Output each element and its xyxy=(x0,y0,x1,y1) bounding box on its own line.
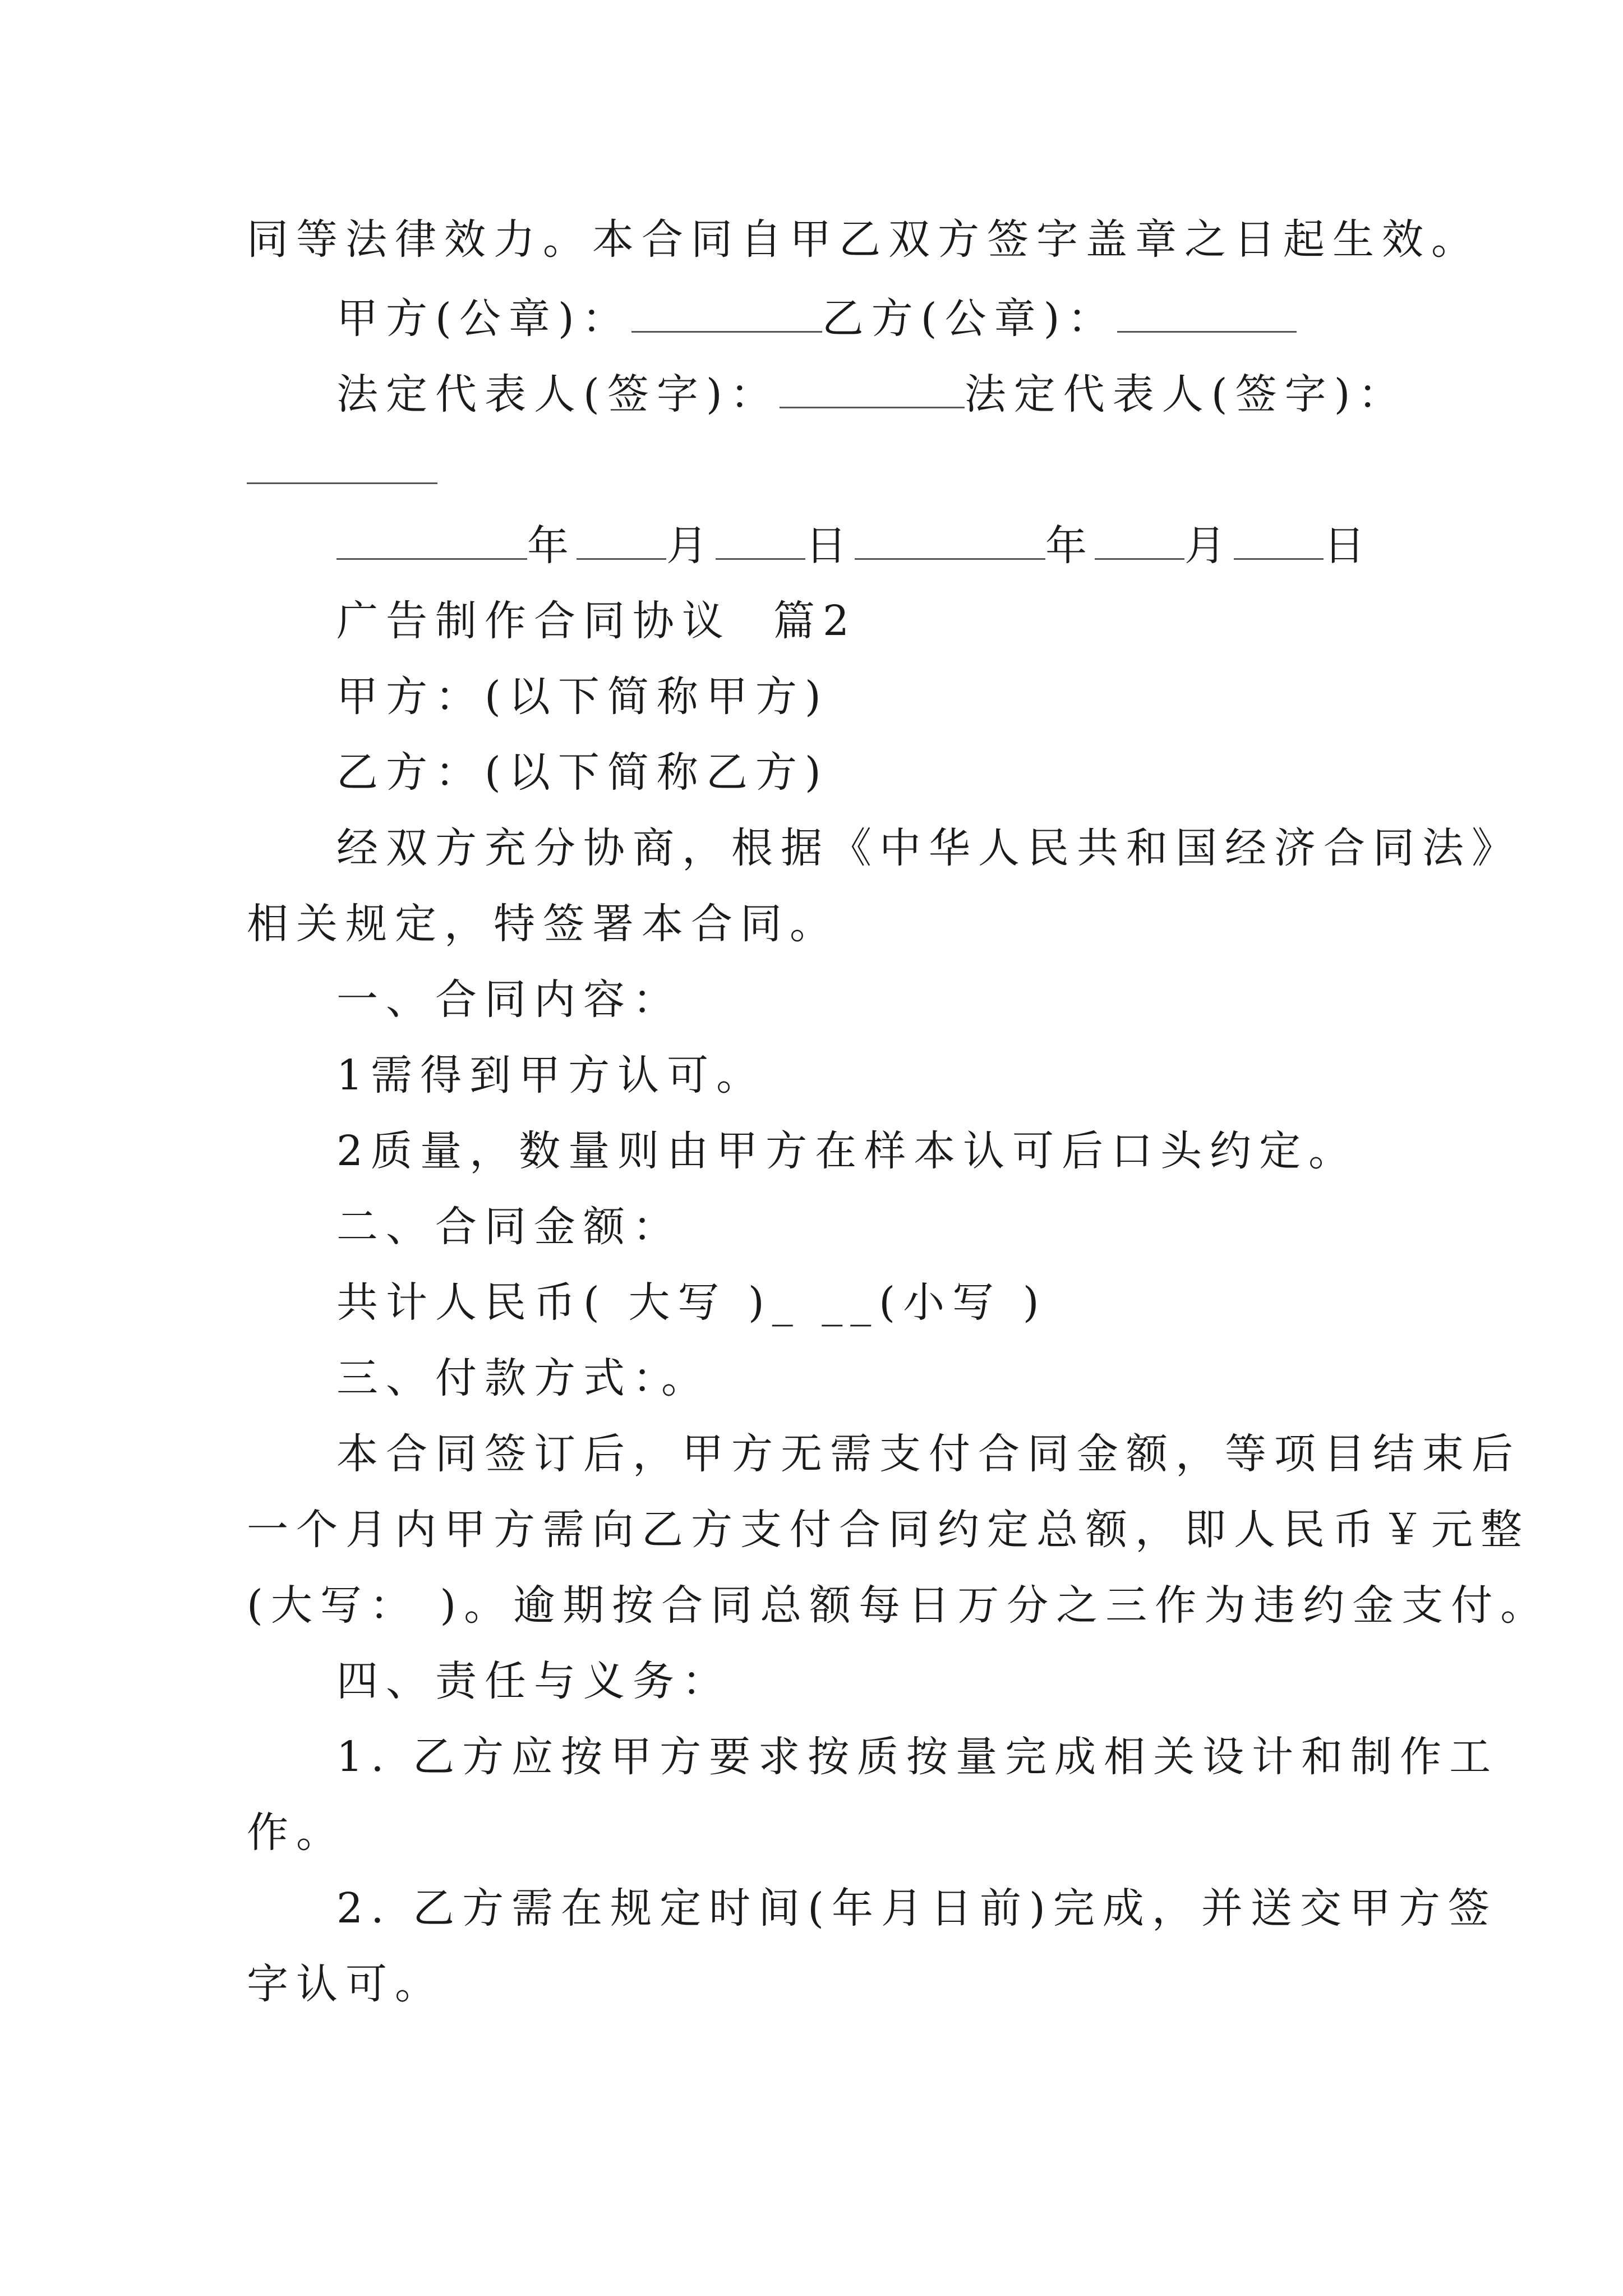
legal-rep-b-label: 法定代表人(签字)： xyxy=(964,370,1408,418)
duty-1-line-2: 作。 xyxy=(247,1809,345,1857)
party-a-line: 甲方：(以下简称甲方) xyxy=(336,673,829,721)
year-b-label: 年 xyxy=(1045,522,1095,570)
day-a-blank xyxy=(716,524,805,560)
heading-payment-method: 三、付款方式：。 xyxy=(336,1354,711,1402)
heading-contract-amount: 二、合同金额： xyxy=(336,1203,682,1251)
day-b-label: 日 xyxy=(1324,522,1373,570)
preamble-line-2: 相关规定，特签署本合同。 xyxy=(247,900,839,948)
month-b-label: 月 xyxy=(1184,522,1234,570)
month-a-label: 月 xyxy=(666,522,716,570)
payment-line-1: 本合同签订后，甲方无需支付合同金额，等项目结束后 xyxy=(336,1430,1521,1478)
preamble-line-1: 经双方充分协商，根据《中华人民共和国经济合同法》 xyxy=(336,824,1521,872)
legal-rep-b-blank xyxy=(247,449,437,484)
duty-2-line-1: 2. 乙方需在规定时间(年月日前)完成，并送交甲方签 xyxy=(336,1884,1497,1932)
heading-responsibilities: 四、责任与义务： xyxy=(336,1657,731,1705)
duty-2-line-2: 字认可。 xyxy=(247,1960,444,2008)
date-line xyxy=(336,522,1373,570)
amount-line: 共计人民币( 大写 )_ __(小写 ) xyxy=(336,1278,1047,1327)
legal-rep-a-blank xyxy=(780,373,965,408)
party-b-seal-label: 乙方(公章)： xyxy=(822,295,1117,343)
year-a-label: 年 xyxy=(527,522,577,570)
content-item-1: 1需得到甲方认可。 xyxy=(336,1051,766,1099)
section-title: 广告制作合同协议 篇2 xyxy=(336,597,857,645)
legal-rep-line xyxy=(336,370,1408,418)
month-a-blank xyxy=(577,524,666,560)
day-a-label: 日 xyxy=(805,522,855,570)
year-b-blank xyxy=(855,524,1045,560)
party-b-seal-blank xyxy=(1117,297,1297,333)
payment-line-2: 一个月内甲方需向乙方支付合同约定总额，即人民币￥元整 xyxy=(247,1506,1530,1554)
heading-contract-content: 一、合同内容： xyxy=(336,976,682,1024)
content-item-2: 2质量，数量则由甲方在样本认可后口头约定。 xyxy=(336,1127,1358,1175)
payment-line-3: (大写： )。逾期按合同总额每日万分之三作为违约金支付。 xyxy=(247,1581,1550,1630)
day-b-blank xyxy=(1234,524,1324,560)
party-a-seal-label: 甲方(公章)： xyxy=(336,295,631,343)
year-a-blank xyxy=(336,524,527,560)
seal-signature-line xyxy=(336,295,1297,343)
party-b-line: 乙方：(以下简称乙方) xyxy=(336,748,829,797)
party-a-seal-blank xyxy=(631,297,822,333)
legal-rep-b-blank-line xyxy=(247,449,437,491)
paragraph-line: 同等法律效力。本合同自甲乙双方签字盖章之日起生效。 xyxy=(247,215,1481,264)
legal-rep-a-label: 法定代表人(签字)： xyxy=(336,370,780,418)
month-b-blank xyxy=(1095,524,1184,560)
duty-1-line-1: 1. 乙方应按甲方要求按质按量完成相关设计和制作工 xyxy=(336,1733,1499,1781)
